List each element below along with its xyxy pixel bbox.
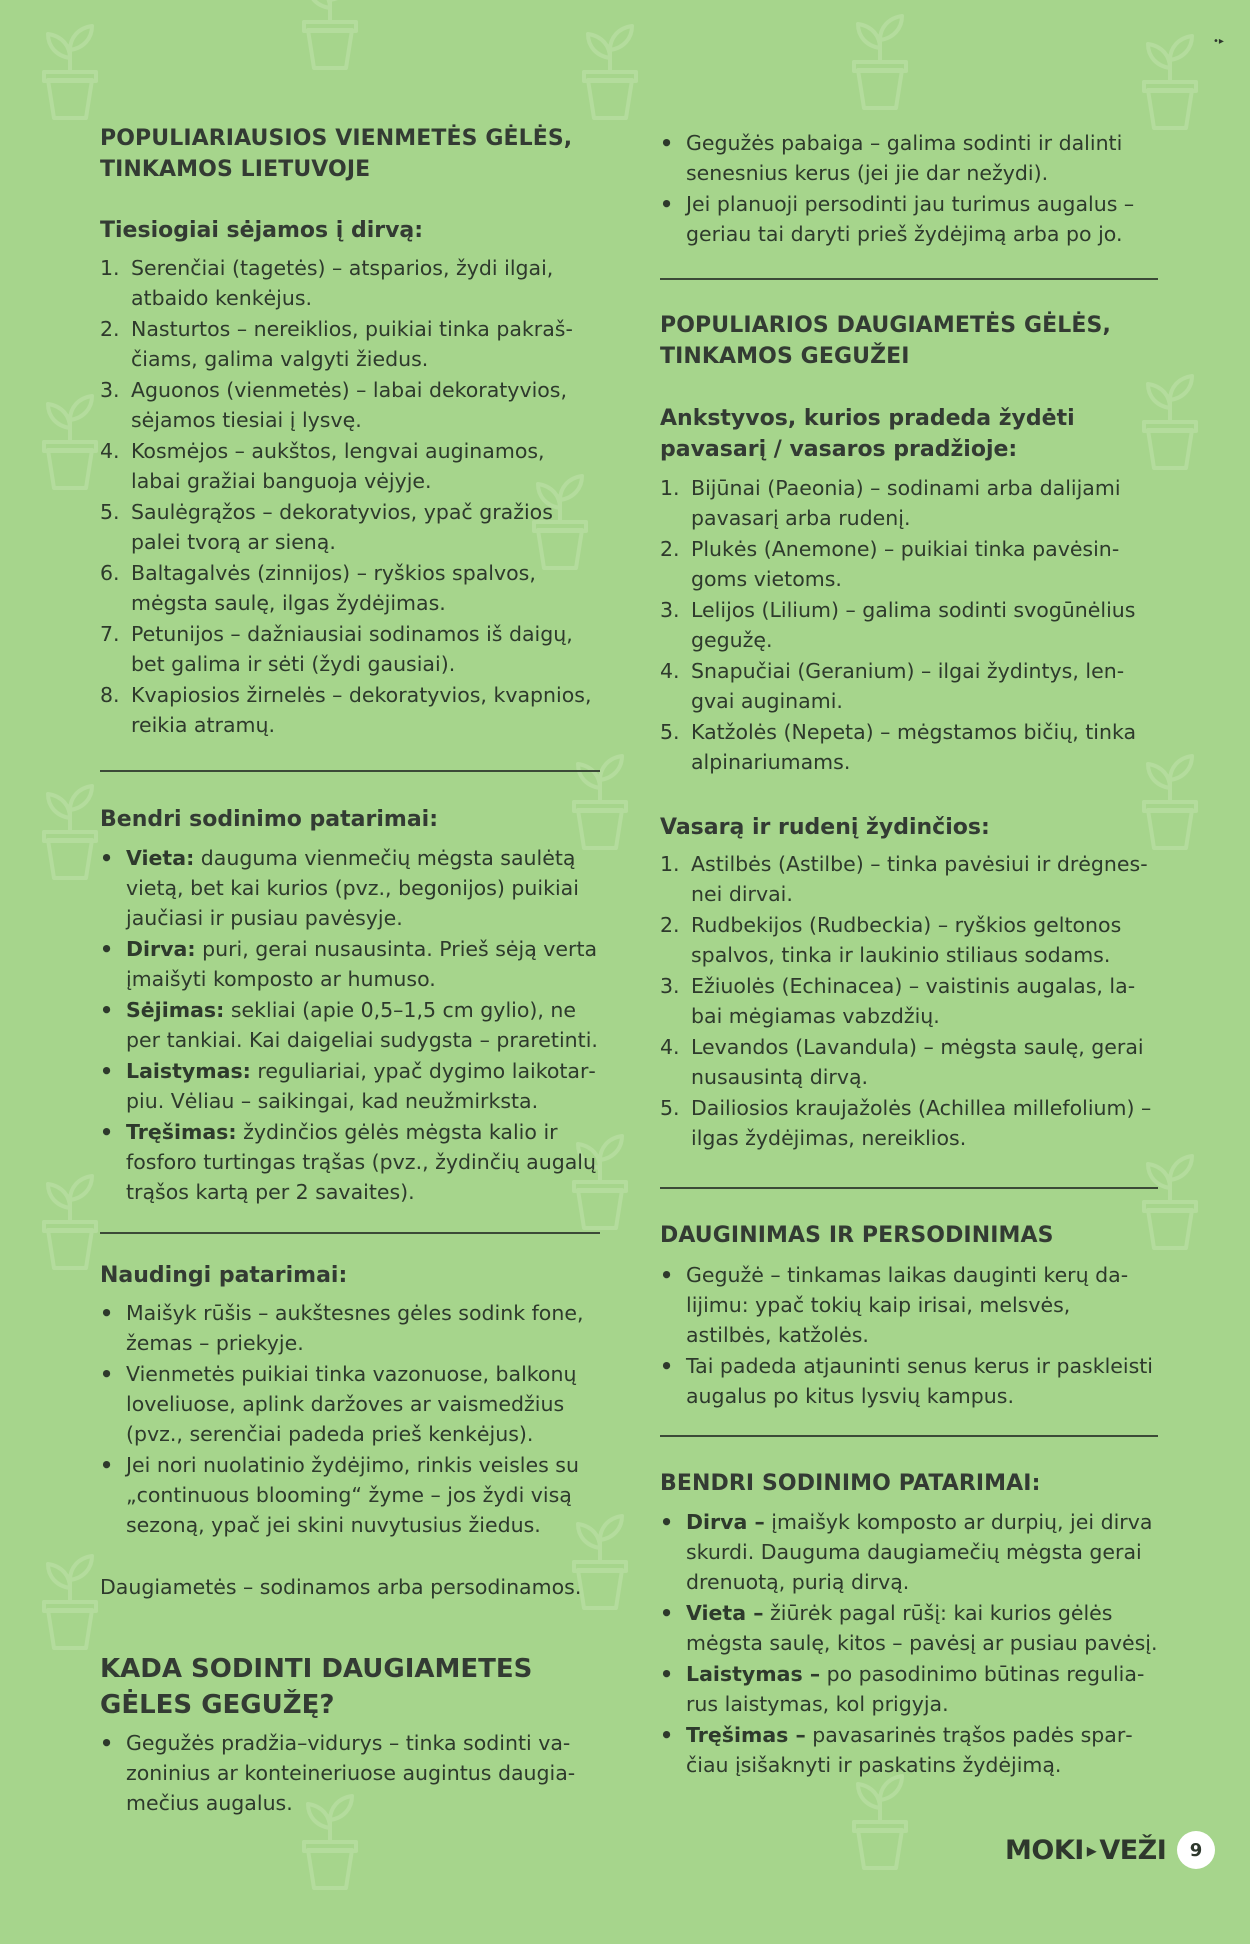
general-tips-list bbox=[100, 843, 600, 1208]
list-item: 8. Kvapiosios žirnelės – dekoratyvios, kvapnios, reikia atramų. bbox=[100, 683, 592, 737]
list-item: 7. Petunijos – dažniausiai sodinamos iš daigų, bet galima ir sėti (žydi gausiai). bbox=[100, 622, 573, 676]
list-item: • Dirva – įmaišyk komposto ar durpių, jei dirva skurdi. Dauguma daugiamečių mėgsta gerai drenuotą, purią dirvą. bbox=[660, 1510, 1153, 1594]
divider bbox=[660, 1187, 1158, 1189]
list-item: 3. Ežiuolės (Echinacea) – vaistinis augalas, labai mėgiamas vabzdžių. bbox=[660, 974, 1136, 1028]
list-item: • Laistymas – po pasodinimo būtinas reguliarus laistymas, kol prigyja. bbox=[660, 1662, 1145, 1716]
list-item: 1. Astilbės (Astilbe) – tinka pavėsiui ir drėgnesnei dirvai. bbox=[660, 852, 1148, 906]
when-to-plant-list bbox=[100, 1728, 600, 1819]
list-item: • Maišyk rūšis – aukštesnes gėles sodink fone, žemas – priekyje. bbox=[100, 1301, 584, 1355]
list-item: • Vienmetės puikiai tinka vazonuose, balkonų loveliuose, aplink daržoves ar vaismedžius (pvz., serenčiai padeda prieš kenkėjus). bbox=[100, 1362, 577, 1446]
list-item: • Jei nori nuolatinio žydėjimo, rinkis veisles su „continuous blooming“ žyme – jos žydi visą sezoną, ypač jei skini nuvytusius žiedus. bbox=[100, 1453, 579, 1537]
perennial-tips-title: BENDRI SODINIMO PATARIMAI: bbox=[660, 1471, 1041, 1496]
list-item: • Tręšimas – pavasarinės trąšos padės sparčiau įsišaknyti ir paskatins žydėjimą. bbox=[660, 1723, 1133, 1777]
list-item: 6. Baltagalvės (zinnijos) – ryškios spalvos, mėgsta saulę, ilgas žydėjimas. bbox=[100, 561, 536, 615]
list-item: 2. Nasturtos – nereiklios, puikiai tinka pakraščiams, galima valgyti žiedus. bbox=[100, 317, 573, 371]
perennial-tips-list bbox=[660, 1507, 1158, 1781]
divider bbox=[100, 1232, 600, 1234]
annuals-title: POPULIARIAUSIOS VIENMETĖS GĖLĖS, TINKAMOS LIETUVOJE bbox=[100, 126, 573, 182]
divider bbox=[660, 278, 1158, 280]
brand-logo bbox=[1005, 1830, 1167, 1870]
propagation-list bbox=[660, 1260, 1158, 1412]
list-item: 2. Plukės (Anemone) – puikiai tinka pavėsingoms vietoms. bbox=[660, 537, 1120, 591]
arrow-right-icon: ▸ bbox=[1086, 1838, 1097, 1862]
divider bbox=[100, 770, 600, 772]
perennials-title: POPULIARIOS DAUGIAMETĖS GĖLĖS, TINKAMOS GEGUŽEI bbox=[660, 313, 1111, 369]
direct-sow-heading: Tiesiogiai sėjamos į dirvą: bbox=[100, 218, 424, 243]
list-item: 1. Serenčiai (tagetės) – atsparios, žydi ilgai, atbaido kenkėjus. bbox=[100, 256, 554, 310]
list-item: 1. Bijūnai (Paeonia) – sodinami arba dalijami pavasarį arba rudenį. bbox=[660, 476, 1121, 530]
list-item: • Laistymas: reguliariai, ypač dygimo laikotarpiu. Vėliau – saikingai, kad neužmirksta. bbox=[100, 1059, 596, 1113]
list-item: 4. Levandos (Lavandula) – mėgsta saulę, gerai nusausintą dirvą. bbox=[660, 1035, 1144, 1089]
list-item: 2. Rudbekijos (Rudbeckia) – ryškios geltonos spalvos, tinka ir laukinio stiliaus sodams. bbox=[660, 913, 1122, 967]
useful-tips-list bbox=[100, 1298, 600, 1541]
list-item: • Sėjimas: sekliai (apie 0,5–1,5 cm gylio), ne per tankiai. Kai daigeliai sudygsta – praretinti. bbox=[100, 998, 598, 1052]
divider bbox=[660, 1435, 1158, 1437]
list-item: • Vieta: dauguma vienmečių mėgsta saulėtą vietą, bet kai kurios (pvz., begonijos) puikiai jaučiasi ir pusiau pavėsyje. bbox=[100, 846, 579, 930]
early-bloom-heading: Ankstyvos, kurios pradeda žydėti pavasarį / vasaros pradžioje: bbox=[660, 406, 1075, 462]
list-item: • Gegužės pradžia–vidurys – tinka sodinti vazoninius ar konteineriuose augintus daugiamečius augalus. bbox=[100, 1731, 576, 1815]
list-item: • Tai padeda atjauninti senus kerus ir paskleisti augalus po kitus lysvių kampus. bbox=[660, 1354, 1154, 1408]
list-item: 3. Lelijos (Lilium) – galima sodinti svogūnėlius gegužę. bbox=[660, 598, 1136, 652]
brand-left: MOKI bbox=[1005, 1834, 1084, 1866]
corner-mark: •▸ bbox=[1213, 36, 1224, 47]
early-bloom-list bbox=[660, 473, 1158, 778]
late-bloom-list bbox=[660, 849, 1158, 1154]
list-item: 5. Saulėgrąžos – dekoratyvios, ypač gražios palei tvorą ar sieną. bbox=[100, 500, 553, 554]
general-tips-heading: Bendri sodinimo patarimai: bbox=[100, 807, 439, 832]
direct-sow-list bbox=[100, 253, 600, 741]
list-item: 4. Snapučiai (Geranium) – ilgai žydintys, lengvai auginami. bbox=[660, 659, 1125, 713]
late-bloom-heading: Vasarą ir rudenį žydinčios: bbox=[660, 815, 990, 840]
page-number: 9 bbox=[1177, 1831, 1215, 1869]
when-to-plant-title: KADA SODINTI DAUGIAMETES GĖLES GEGUŽĘ? bbox=[100, 1654, 533, 1720]
list-item: 3. Aguonos (vienmetės) – labai dekoratyvios, sėjamos tiesiai į lysvę. bbox=[100, 378, 568, 432]
perennials-intro: Daugiametės – sodinamos arba persodinamos. bbox=[100, 1575, 582, 1599]
list-item: • Jei planuoji persodinti jau turimus augalus – geriau tai daryti prieš žydėjimą arba po jo. bbox=[660, 192, 1135, 246]
list-item: 4. Kosmėjos – aukštos, lengvai auginamos, labai gražiai banguoja vėjyje. bbox=[100, 439, 545, 493]
list-item: • Vieta – žiūrėk pagal rūšį: kai kurios gėlės mėgsta saulę, kitos – pavėsį ar pusiau pavėsį. bbox=[660, 1601, 1158, 1655]
brand-right: VEŽI bbox=[1099, 1834, 1167, 1866]
list-item: • Gegužės pabaiga – galima sodinti ir dalinti senesnius kerus (jei jie dar nežydi). bbox=[660, 131, 1123, 185]
list-item: 5. Dailiosios kraujažolės (Achillea millefolium) – ilgas žydėjimas, nereiklios. bbox=[660, 1096, 1152, 1150]
list-item: • Tręšimas: žydinčios gėlės mėgsta kalio ir fosforo turtingas trąšas (pvz., žydinčių augalų trąšos kartą per 2 savaites). bbox=[100, 1120, 596, 1204]
list-item: • Gegužė – tinkamas laikas dauginti kerų dalijimu: ypač tokių kaip irisai, melsvės, astilbės, katžolės. bbox=[660, 1263, 1129, 1347]
propagation-title: DAUGINIMAS IR PERSODINIMAS bbox=[660, 1223, 1054, 1248]
useful-tips-heading: Naudingi patarimai: bbox=[100, 1263, 348, 1288]
when-to-plant-continued bbox=[660, 128, 1158, 250]
list-item: • Dirva: puri, gerai nusausinta. Prieš sėją verta įmaišyti komposto ar humuso. bbox=[100, 937, 598, 991]
list-item: 5. Katžolės (Nepeta) – mėgstamos bičių, tinka alpinariumams. bbox=[660, 720, 1137, 774]
